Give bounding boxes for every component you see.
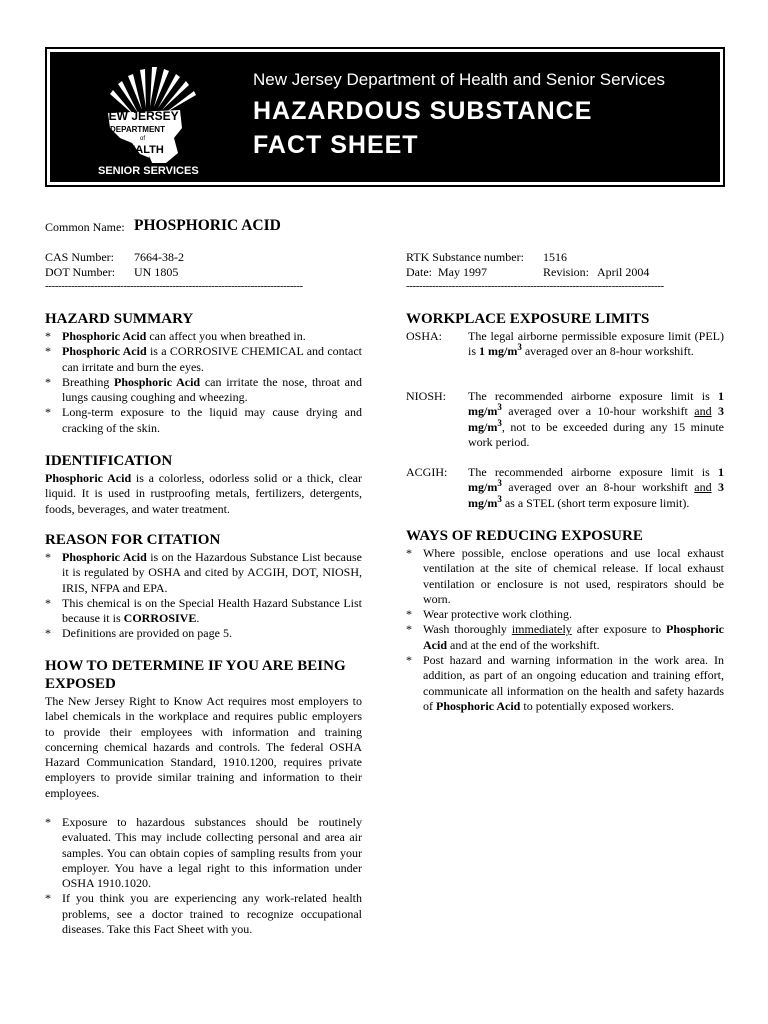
limit-text: averaged over an 8-hour workshift: [508, 480, 688, 495]
list-item: [406, 546, 724, 607]
limit-value: 3 mg/m: [468, 404, 725, 434]
limit-text: averaged over a 10-hour workshift: [508, 404, 688, 419]
cas-label: CAS Number:: [45, 250, 114, 264]
item-text: Wear protective work clothing.: [423, 607, 572, 622]
bullet: *: [45, 626, 51, 641]
substance-name: Phosphoric Acid: [423, 622, 725, 652]
cas-value: 7664-38-2: [134, 250, 184, 264]
heading-how-to-determine: HOW TO DETERMINE IF YOU ARE BEING EXPOSED: [45, 658, 346, 692]
header-banner: [45, 47, 725, 187]
osha-label: OSHA:: [406, 329, 443, 343]
title-line-2: FACT SHEET: [253, 131, 419, 159]
bullet: *: [45, 815, 51, 829]
bullet: *: [45, 374, 51, 389]
date-value: May 1997: [438, 265, 487, 279]
how-to-determine-text: [45, 694, 362, 801]
list-item: [45, 405, 362, 436]
item-text: This chemical is on the Special Health Hazard Substance List because it is: [62, 595, 362, 626]
limit-value: 1 mg/m: [468, 465, 724, 495]
limit-text: averaged over an 8-hour workshift.: [524, 344, 694, 359]
identification-text: [45, 471, 362, 517]
nj-health-logo: [70, 58, 250, 180]
rtk-label: RTK Substance number:: [406, 250, 524, 264]
heading-ways-of-reducing-exposure: WAYS OF REDUCING EXPOSURE: [406, 528, 643, 544]
item-text: can affect you when breathed in.: [149, 329, 306, 343]
limit-text: The recommended airborne exposure limit is: [468, 389, 710, 403]
limit-value: 1 mg/m: [468, 389, 724, 419]
underlined-and: and: [694, 404, 712, 419]
bullet: *: [45, 344, 51, 359]
revision-label: Revision:: [543, 265, 590, 279]
substance-name: Phosphoric Acid: [62, 329, 147, 343]
bullet: *: [406, 607, 412, 622]
bullet: *: [406, 622, 412, 637]
bullet: *: [45, 329, 51, 343]
superscript: 3: [497, 417, 502, 428]
superscript: 3: [497, 478, 502, 489]
item-text: If you think you are experiencing any work-related health problems, see a doctor trained to recognize occupational diseases. Take this Fact Sheet with you.: [62, 891, 362, 937]
list-item: [45, 329, 362, 344]
limit-text: The recommended airborne exposure limit is: [468, 465, 710, 479]
superscript: 3: [497, 402, 502, 413]
limit-text: , not to be exceeded during any 15 minute work period.: [468, 419, 724, 449]
substance-name: Phosphoric Acid: [114, 374, 201, 389]
list-item: [45, 375, 362, 406]
item-text: after exposure to: [576, 622, 662, 637]
substance-name: Phosphoric Acid: [436, 698, 521, 713]
list-item: [45, 815, 362, 891]
limit-value: 1 mg/m: [479, 344, 518, 359]
heading-identification: IDENTIFICATION: [45, 453, 173, 469]
niosh-label: NIOSH:: [406, 389, 447, 403]
item-text: is a CORROSIVE CHEMICAL and contact can irritate and burn the eyes.: [62, 344, 362, 374]
niosh-limit: [406, 389, 724, 450]
paragraph-text: is a colorless, odorless solid or a thick, clear liquid. It is used in rustproofing metals, fertilizers, detergents, foods, beverages, and water treatment.: [45, 471, 363, 516]
item-text: Where possible, enclose operations and use local exhaust ventilation at the site of chemical release. If local exhaust ventilation or enclosure is not used, respirators should be worn.: [423, 546, 724, 606]
divider-right: -------------------------------------------------------------------------------: [406, 280, 664, 292]
underlined-and: and: [694, 480, 712, 495]
substance-name: Phosphoric Acid: [62, 550, 147, 564]
bullet: *: [45, 595, 51, 610]
dot-label: DOT Number:: [45, 265, 116, 279]
limit-text: as a STEL (short term exposure limit).: [504, 495, 690, 510]
limit-value: 3 mg/m: [468, 480, 725, 510]
reducing-exposure-list: [406, 546, 724, 714]
divider-left: -------------------------------------------------------------------------------: [45, 280, 303, 292]
list-item: [45, 344, 362, 375]
item-text: Post hazard and warning information in the work area. In addition, as part of an ongoing education and training effort, communicate all information on the health and safety hazards of: [423, 653, 724, 713]
citation-list: [45, 550, 362, 642]
bullet: *: [45, 405, 51, 420]
title-line-1: HAZARDOUS SUBSTANCE: [253, 97, 593, 125]
item-text: Exposure to hazardous substances should be routinely evaluated. This may include collecting personal and area air samples. You can obtain copies of sampling results from your employer. You have a legal right to this information under OSHA 1910.1020.: [62, 815, 362, 891]
limit-text: The legal airborne permissible exposure limit (PEL) is: [468, 329, 724, 359]
underlined-immediately: immediately: [511, 622, 572, 637]
common-name-label: Common Name:: [45, 220, 125, 234]
svg-text:of: of: [140, 136, 146, 142]
common-name-value: PHOSPHORIC ACID: [134, 217, 281, 234]
acgih-limit: [406, 465, 724, 511]
hazard-summary-list: [45, 329, 362, 436]
list-item: [406, 653, 724, 714]
item-text: Breathing: [62, 374, 110, 389]
list-item: [45, 550, 362, 596]
paragraph-text: The New Jersey Right to Know Act requires most employers to label chemicals in the workplace and requires public employers to provide their employees with information and training concerning chemical hazards and controls. The federal OSHA Hazard Communication Standard, 1910.1200, requires private employers to provide similar training and information to their employees.: [45, 694, 362, 800]
dot-value: UN 1805: [134, 265, 179, 279]
item-text: Long-term exposure to the liquid may cause drying and cracking of the skin.: [62, 405, 362, 435]
item-text: Definitions are provided on page 5.: [62, 626, 232, 641]
acgih-label: ACGIH:: [406, 465, 448, 479]
osha-limit: [406, 329, 724, 360]
item-text: to potentially exposed workers.: [523, 698, 674, 713]
list-item: [45, 626, 362, 641]
agency-name: New Jersey Department of Health and Senior Services: [253, 70, 665, 89]
how-to-determine-list: [45, 815, 362, 937]
bullet: *: [45, 891, 51, 906]
svg-text:NEW JERSEY: NEW JERSEY: [100, 109, 179, 123]
superscript: 3: [497, 493, 502, 504]
item-text: Wash thoroughly: [423, 622, 507, 637]
item-text: can irritate the nose, throat and lungs causing coughing and wheezing.: [62, 374, 362, 405]
svg-text:and: and: [140, 157, 151, 163]
list-item: [406, 607, 724, 622]
list-item: [45, 891, 362, 937]
bullet: *: [406, 546, 412, 560]
superscript: 3: [517, 342, 522, 353]
svg-text:DEPARTMENT: DEPARTMENT: [110, 125, 165, 134]
svg-text:HEALTH: HEALTH: [120, 144, 164, 156]
revision-value: April 2004: [597, 265, 650, 279]
heading-workplace-exposure-limits: WORKPLACE EXPOSURE LIMITS: [406, 311, 650, 327]
corrosive-label: CORROSIVE: [123, 611, 197, 626]
bullet: *: [45, 550, 51, 564]
list-item: * This chemical is on the Special Health Hazard Substance List because it is CORROSIVE.: [45, 595, 362, 626]
list-item: [406, 622, 724, 653]
substance-name: Phosphoric Acid: [62, 344, 147, 359]
heading-reason-for-citation: REASON FOR CITATION: [45, 532, 221, 548]
date-label: Date:: [406, 265, 432, 279]
item-text: and at the end of the workshift.: [450, 637, 600, 652]
substance-name: Phosphoric Acid: [45, 471, 132, 485]
rtk-value: 1516: [543, 250, 567, 264]
heading-hazard-summary: HAZARD SUMMARY: [45, 311, 194, 327]
bullet: *: [406, 653, 412, 668]
item-text: is on the Hazardous Substance List because it is regulated by OSHA and cited by ACGIH, DOT, NIOSH, IRIS, NFPA and EPA.: [62, 550, 362, 595]
svg-text:SENIOR SERVICES: SENIOR SERVICES: [98, 165, 199, 177]
